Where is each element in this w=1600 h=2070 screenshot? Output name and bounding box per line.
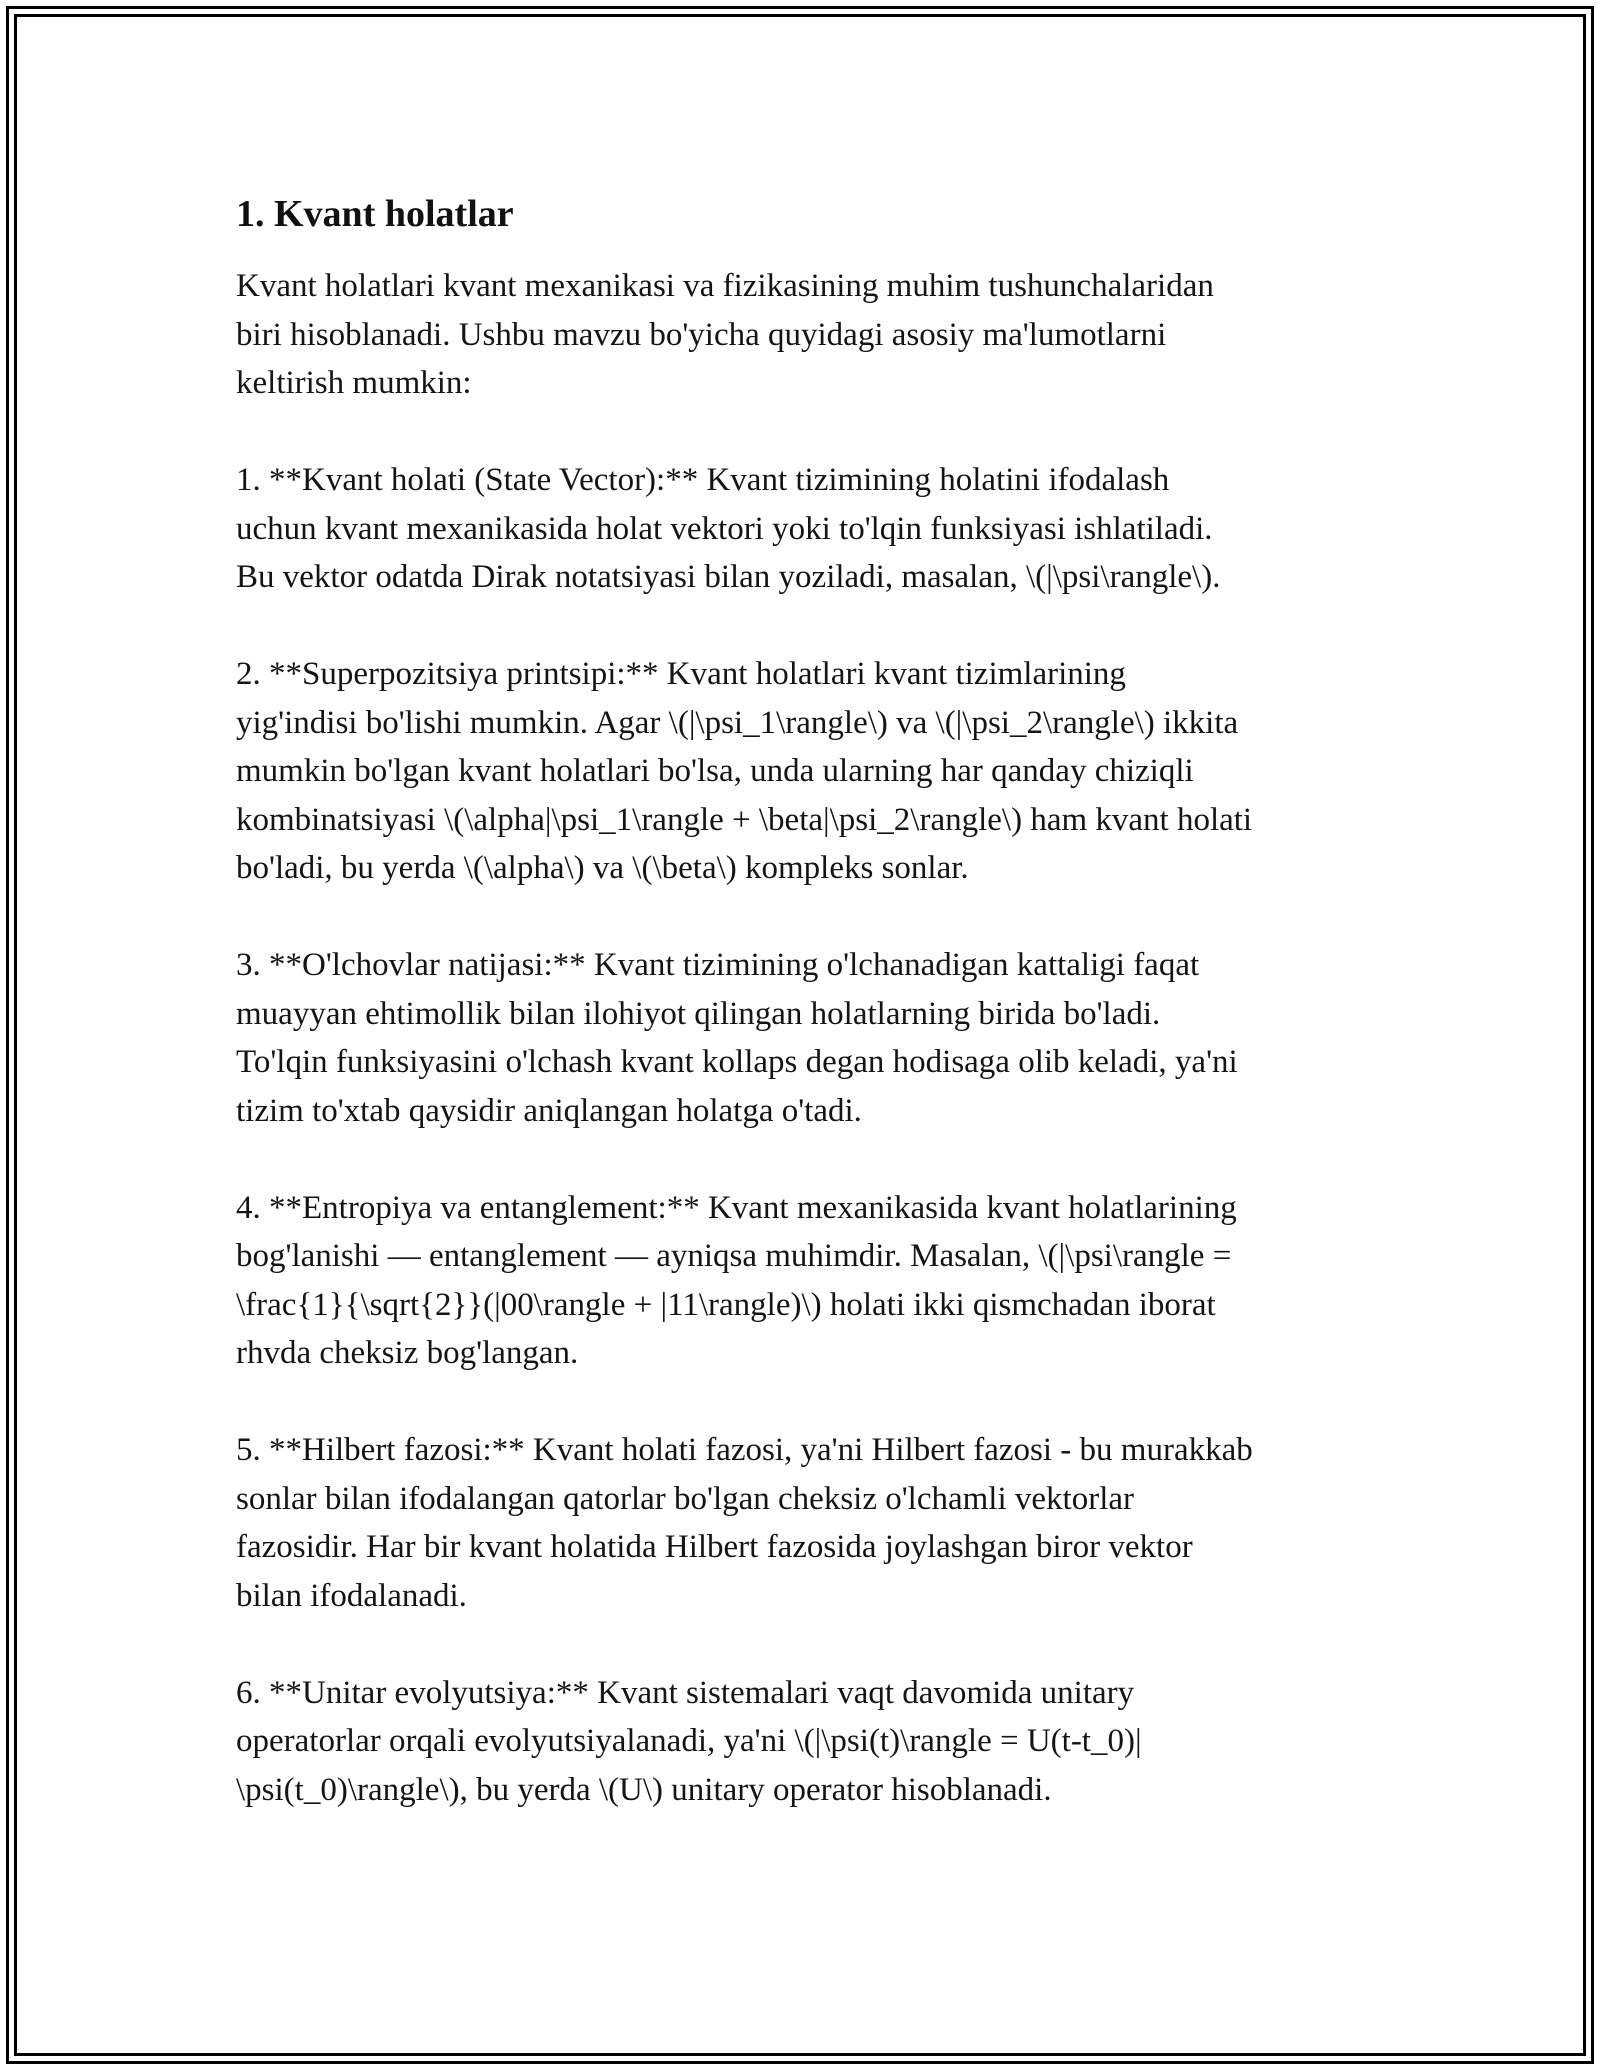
document-title: 1. Kvant holatlar [236,193,514,235]
paragraph-unitary-evolution: 6. **Unitar evolyutsiya:** Kvant sistemalari vaqt davomida unitary operatorlar orqali evolyutsiyalanadi, ya'ni \(|\psi(t)\rangle = U(t-t_0)| \psi(t_0)\rangle\), bu yerda \(U\) unitary operator hisoblanadi. [236,1674,1142,1808]
paragraph-superposition: 2. **Superpozitsiya printsipi:** Kvant holatlari kvant tizimlarining yig'indisi bo'lishi mumkin. Agar \(|\psi_1\rangle\) va \(|\psi_2\rangle\) ikkita mumkin bo'lgan kvant holatlari bo'lsa, unda ularning har qanday chiziqli kombinatsiyasi \(\alpha|\psi_1\rangle + \beta|\psi_2\rangle\) ham kvant holati bo'ladi, bu yerda \(\alpha\) va \(\beta\) kompleks sonlar. [236,656,1253,886]
intro-paragraph: Kvant holatlari kvant mexanikasi va fizikasining muhim tushunchalaridan biri hisoblanadi. Ushbu mavzu bo'yicha quyidagi asosiy ma'lumotlarni keltirish mumkin: [236,268,1214,401]
paragraph-state-vector: 1. **Kvant holati (State Vector):** Kvant tizimining holatini ifodalash uchun kvant mexanikasida holat vektori yoki to'lqin funksiyasi ishlatiladi. Bu vektor odatda Dirak notatsiyasi bilan yoziladi, masalan, \(|\psi\rangle\). [236,462,1221,595]
paragraph-measurement: 3. **O'lchovlar natijasi:** Kvant tizimining o'lchanadigan kattaligi faqat muayyan ehtimollik bilan ilohiyot qilingan holatlarning birida bo'ladi. To'lqin funksiyasini o'lchash kvant kollaps degan hodisaga olib keladi, ya'ni tizim to'xtab qaysidir aniqlangan holatga o'tadi. [236,947,1238,1129]
paragraph-entanglement: 4. **Entropiya va entanglement:** Kvant mexanikasida kvant holatlarining bog'lanishi — entanglement — ayniqsa muhimdir. Masalan, \(|\psi\rangle = \frac{1}{\sqrt{2}}(|00\rangle + |11\rangle)\) holati ikki qismchadan iborat rhvda cheksiz bog'langan. [236,1189,1237,1371]
paragraph-hilbert-space: 5. **Hilbert fazosi:** Kvant holati fazosi, ya'ni Hilbert fazosi - bu murakkab sonlar bilan ifodalangan qatorlar bo'lgan cheksiz o'lchamli vektorlar fazosidir. Har bir kvant holatida Hilbert fazosida joylashgan biror vektor bilan ifodalanadi. [236,1432,1253,1614]
document-body [236,188,1366,1863]
